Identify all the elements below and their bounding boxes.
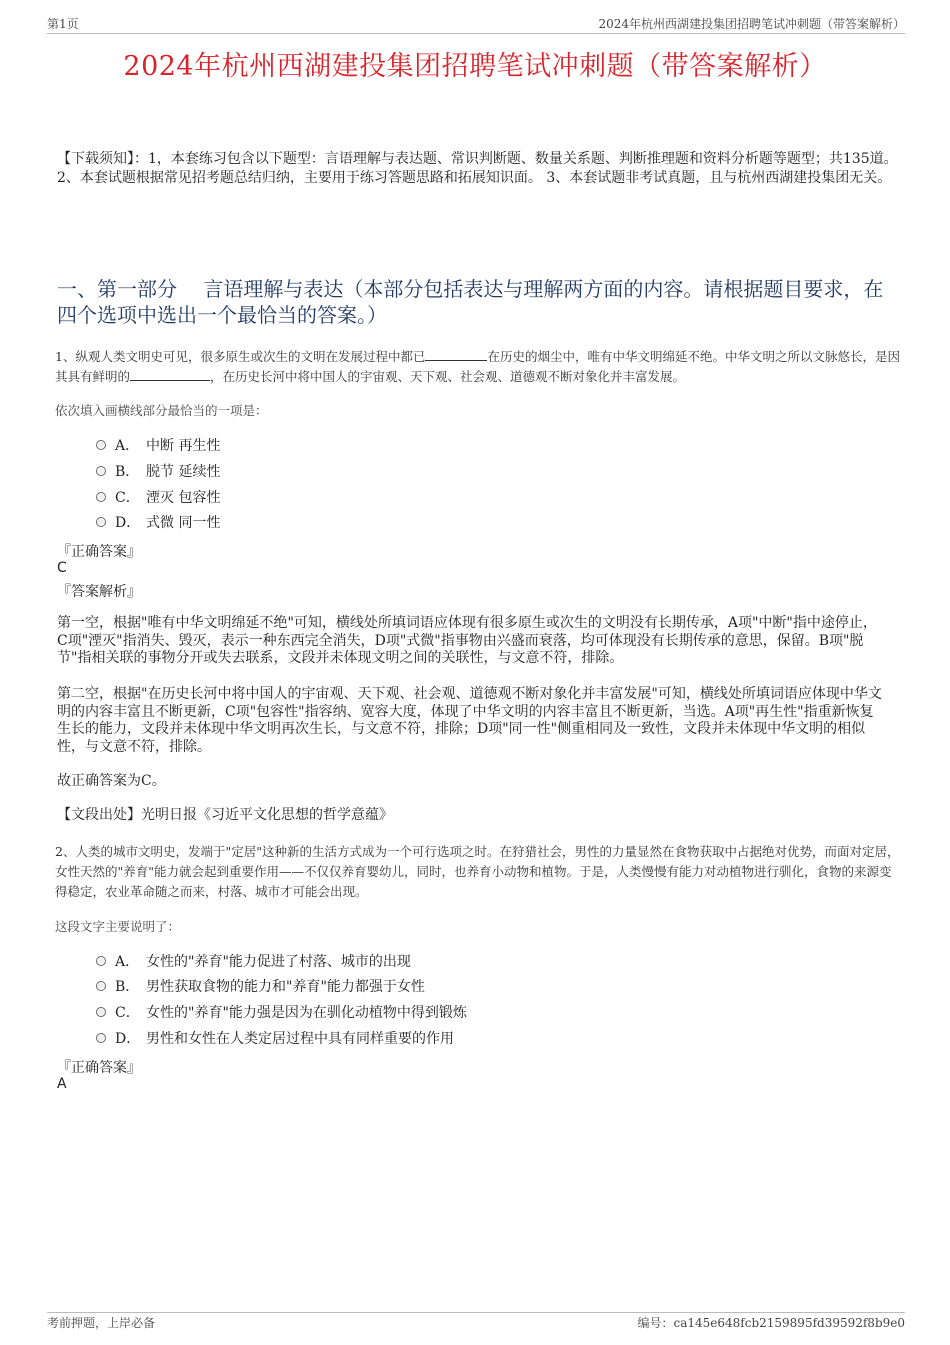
q2-option-d[interactable] (96, 1028, 454, 1048)
download-notice: 【下载须知】：1，本套练习包含以下题型：言语理解与表达题、常识判断题、数量关系题、判断推理题和资料分析题等题型；共135道。 2、本套试题根据常见招考题总结归纳，主要用于练习答题思路和拓展知识面。 3、本套试题非考试真题，且与杭州西湖建投集团无关。 (57, 151, 898, 186)
option-text: 女性的"养育"能力强是因为在驯化动植物中得到锻炼 (146, 1005, 467, 1021)
question-2-prompt: 这段文字主要说明了： (55, 919, 181, 934)
option-letter: D． (115, 515, 141, 531)
q2-option-a[interactable] (96, 951, 411, 971)
radio-icon[interactable] (96, 1007, 106, 1017)
radio-icon[interactable] (96, 956, 106, 966)
option-letter: C． (115, 490, 140, 506)
option-text: 男性获取食物的能力和"养育"能力都强于女性 (146, 979, 425, 995)
footer-slogan: 考前押题，上岸必备 (47, 1316, 156, 1330)
option-text: 中断 再生性 (146, 438, 221, 454)
radio-icon[interactable] (96, 981, 106, 991)
option-letter: D． (115, 1031, 141, 1047)
question-1-text-part2: 在历史的烟尘中，唯有中华文明绵延不绝。中华文明之所以文脉悠长，是因其具有鲜明的 (55, 349, 900, 384)
q1-source: 【文段出处】光明日报《习近平文化思想的哲学意蕴》 (57, 807, 393, 823)
q1-analysis-label: 『答案解析』 (57, 584, 141, 600)
footer-divider (47, 1312, 905, 1313)
q1-conclusion: 故正确答案为C。 (57, 773, 166, 789)
question-1-text-part1: 1、纵观人类文明史可见，很多原生或次生的文明在发展过程中都已 (55, 349, 426, 364)
fill-blank-1 (425, 348, 487, 361)
option-letter: B． (115, 979, 140, 995)
option-text: 湮灭 包容性 (146, 490, 221, 506)
page-number-label: 第1页 (47, 17, 79, 31)
q1-option-b[interactable] (96, 461, 220, 481)
radio-icon[interactable] (96, 1033, 106, 1043)
q1-option-d[interactable] (96, 512, 220, 532)
radio-icon[interactable] (96, 492, 106, 502)
q1-option-c[interactable] (96, 487, 220, 507)
q2-answer-label: 『正确答案』 (57, 1060, 141, 1076)
question-1-text (55, 347, 900, 387)
running-header-title: 2024年杭州西湖建投集团招聘笔试冲刺题（带答案解析） (598, 17, 905, 31)
q1-option-a[interactable] (96, 435, 220, 455)
option-letter: A． (115, 438, 140, 454)
fill-blank-2 (130, 368, 210, 381)
radio-icon[interactable] (96, 466, 106, 476)
question-1-text-part3: ，在历史长河中将中国人的宇宙观、天下观、社会观、道德观不断对象化并丰富发展。 (210, 369, 686, 384)
option-text: 脱节 延续性 (146, 464, 221, 480)
question-1-prompt: 依次填入画横线部分最恰当的一项是： (55, 403, 268, 418)
radio-icon[interactable] (96, 440, 106, 450)
q1-analysis-paragraph-2: 第二空，根据"在历史长河中将中国人的宇宙观、天下观、社会观、道德观不断对象化并丰富发展"可知，横线处所填词语应体现中华文明的内容丰富且不断更新，C项"包容性"指容纳、宽容大度，体现了中华文明的内容丰富且不断更新，当选。A项"再生性"指重新恢复生长的能力，文段并未体现中华文明再次生长，与文意不符，排除；D项"同一性"侧重相同及一致性，文段并未体现中华文明的相似性，与文意不符，排除。 (57, 686, 882, 755)
footer-document-id: 编号：ca145e648fcb2159895fd39592f8b9e0 (637, 1316, 905, 1330)
section-heading: 一、第一部分 言语理解与表达（本部分包括表达与理解两方面的内容。请根据题目要求，在四个选项中选出一个最恰当的答案。） (57, 277, 884, 327)
q1-answer-label: 『正确答案』 (57, 544, 141, 560)
option-letter: A． (115, 954, 140, 970)
question-2-text: 2、人类的城市文明史，发端于"定居"这种新的生活方式成为一个可行选项之时。在狩猎社会，男性的力量显然在食物获取中占据绝对优势，而面对定居，女性天然的"养育"能力就会起到重要作用——不仅仅养育婴幼儿，同时，也养育小动物和植物。于是，人类慢慢有能力对动植物进行驯化，食物的来源变得稳定，农业革命随之而来，村落、城市才可能会出现。 (55, 844, 900, 899)
option-text: 男性和女性在人类定居过程中具有同样重要的作用 (146, 1031, 454, 1047)
q1-answer: C (57, 560, 67, 576)
q2-option-b[interactable] (96, 976, 425, 996)
q2-option-c[interactable] (96, 1002, 467, 1022)
document-title: 2024年杭州西湖建投集团招聘笔试冲刺题（带答案解析） (123, 51, 827, 82)
option-letter: C． (115, 1005, 140, 1021)
header-divider (47, 33, 905, 34)
option-text: 女性的"养育"能力促进了村落、城市的出现 (146, 954, 411, 970)
option-letter: B． (115, 464, 140, 480)
q1-analysis-paragraph-1: 第一空，根据"唯有中华文明绵延不绝"可知，横线处所填词语应体现有很多原生或次生的文明没有长期传承，A项"中断"指中途停止，C项"湮灭"指消失、毁灭，表示一种东西完全消失，D项"式微"指事物由兴盛而衰落，均可体现没有长期传承的意思，保留。B项"脱节"指相关联的事物分开或失去联系，文段并未体现文明之间的关联性，与文意不符，排除。 (57, 615, 877, 666)
option-text: 式微 同一性 (146, 515, 221, 531)
q2-answer: A (57, 1076, 67, 1092)
radio-icon[interactable] (96, 517, 106, 527)
